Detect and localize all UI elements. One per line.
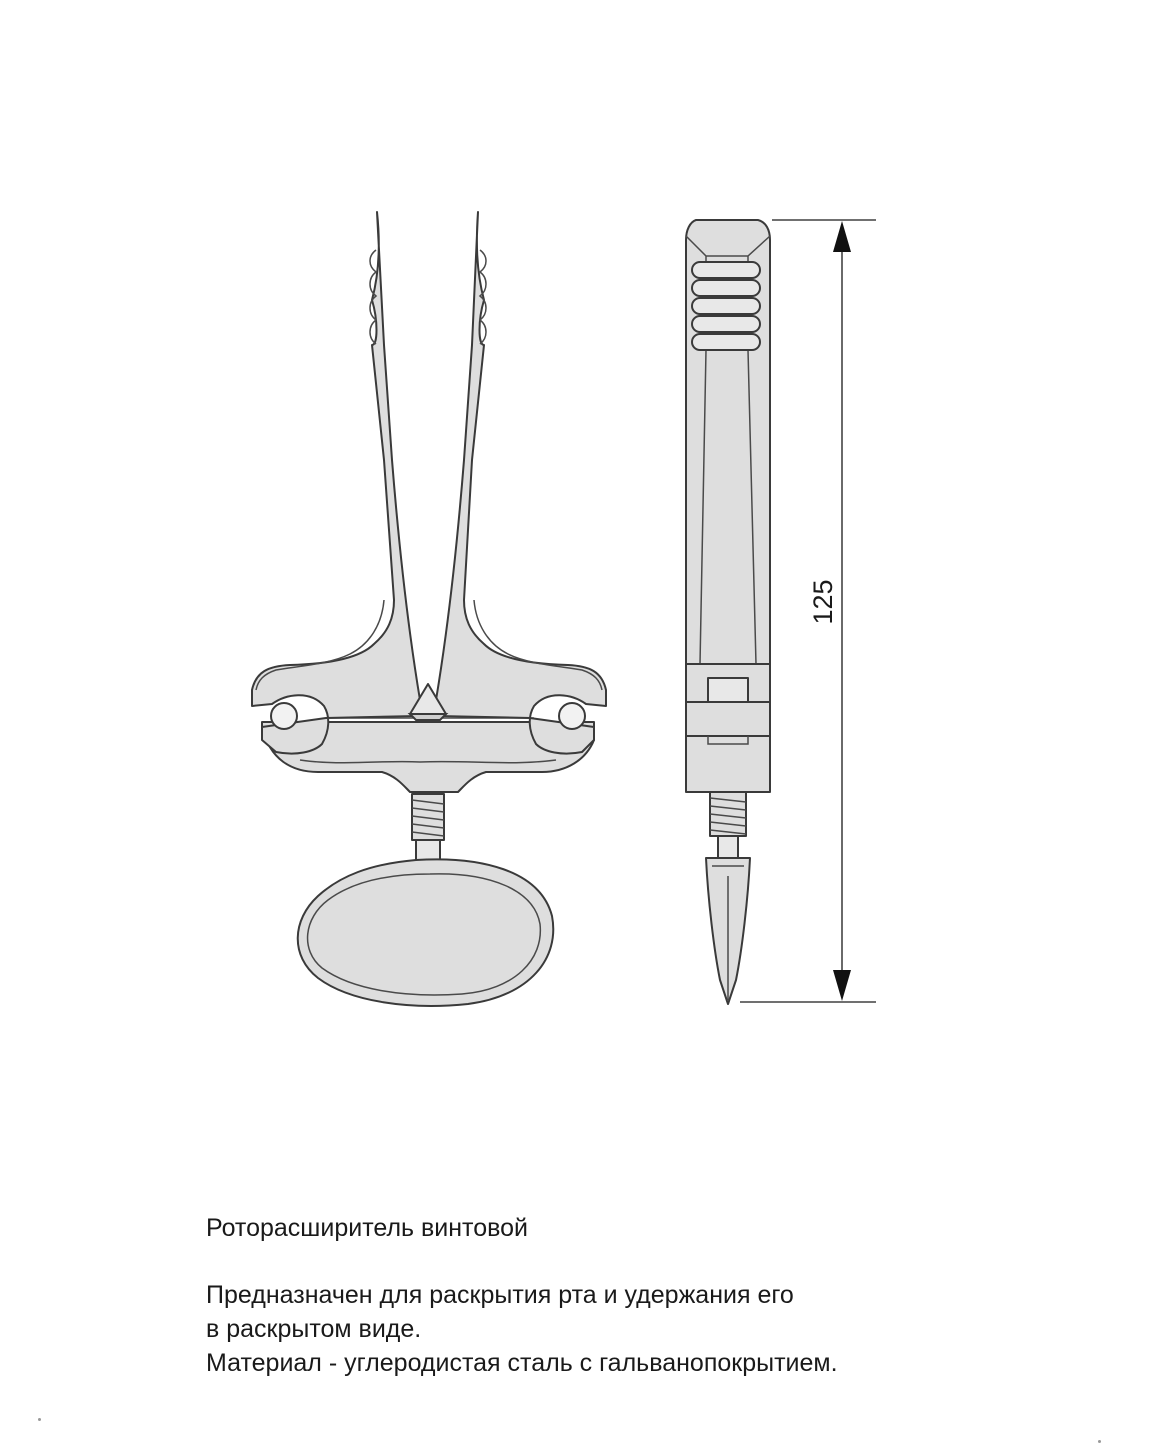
side-view: [686, 220, 770, 1004]
front-screw: [412, 794, 444, 862]
dim-arrow-bottom: [833, 970, 851, 1001]
center-wedge-base: [410, 714, 446, 720]
thumb-knob: [298, 859, 554, 1006]
side-hinge: [686, 664, 770, 792]
description-line-2: в раскрытом виде.: [206, 1315, 422, 1343]
description-line-3: Материал - углеродистая сталь с гальванопокрытием.: [206, 1349, 838, 1377]
left-pivot-pin: [271, 703, 297, 729]
dimension-value: 125: [808, 579, 838, 625]
side-screw: [710, 792, 746, 858]
description-line-1: Предназначен для раскрытия рта и удержания его: [206, 1281, 794, 1309]
page-corner-mark-right: [1098, 1440, 1101, 1443]
side-grip-ribs: [692, 262, 760, 350]
right-jaw: [436, 212, 606, 754]
front-view: [252, 212, 606, 1006]
left-jaw: [252, 212, 420, 754]
dim-arrow-top: [833, 221, 851, 252]
caption-title: Роторасширитель винтовой: [206, 1214, 528, 1242]
caption-description: [206, 1278, 838, 1380]
right-pivot-pin: [559, 703, 585, 729]
page-corner-mark-left: [38, 1418, 41, 1421]
